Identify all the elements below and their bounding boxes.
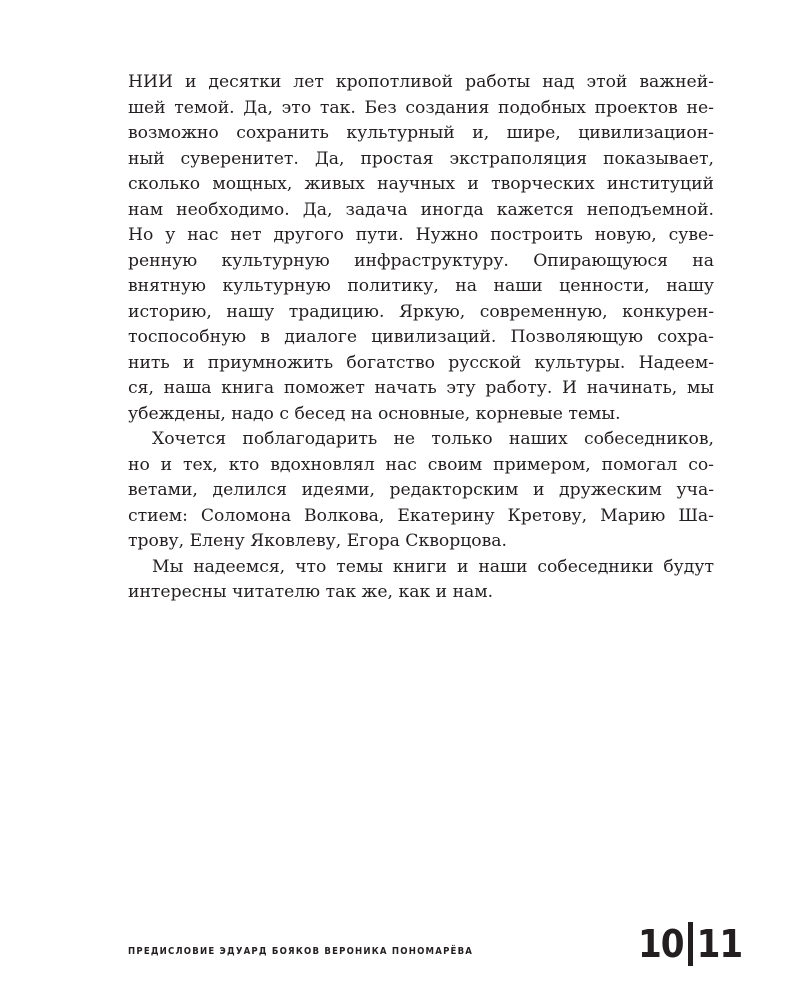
- text-line: трову, Елену Яковлеву, Егора Скворцова.: [128, 531, 508, 551]
- page-numbers: [638, 922, 742, 966]
- page-number-right: 11: [696, 922, 743, 966]
- text-line: нить и приумножить богатство русской культуры. Надеем-: [128, 352, 714, 373]
- text-line: сколько мощных, живых научных и творческих институций: [128, 174, 714, 194]
- text-line: Хочется поблагодарить не только наших собеседников,: [152, 429, 714, 449]
- text-line: нам необходимо. Да, задача иногда кажется неподъемной.: [128, 199, 714, 220]
- text-line: ся, наша книга поможет начать эту работу. И начинать, мы: [128, 378, 714, 398]
- text-line: Но у нас нет другого пути. Нужно построить новую, суве-: [128, 225, 714, 245]
- text-line: стием: Соломона Волкова, Екатерину Кретову, Марию Ша-: [128, 505, 714, 526]
- text-line: возможно сохранить культурный и, шире, цивилизацион-: [128, 123, 714, 143]
- page-divider: [688, 922, 693, 966]
- text-line: но и тех, кто вдохновлял нас своим примером, помогал со-: [128, 454, 714, 475]
- text-line: ренную культурную инфраструктуру. Опирающуюся на: [128, 250, 714, 271]
- text-line: ветами, делился идеями, редакторским и дружеским уча-: [128, 480, 714, 500]
- text-line: НИИ и десятки лет кропотливой работы над этой важней-: [128, 72, 714, 92]
- text-line: убеждены, надо с бесед на основные, корневые темы.: [128, 403, 621, 424]
- body-text: [128, 70, 714, 606]
- text-line: ный суверенитет. Да, простая экстраполяция показывает,: [128, 148, 714, 169]
- text-line: Мы надеемся, что темы книги и наши собеседники будут: [152, 556, 714, 577]
- text-line: интересны читателю так же, как и нам.: [128, 582, 494, 602]
- page-number-left: 10: [638, 922, 684, 966]
- text-line: шей темой. Да, это так. Без создания подобных проектов не-: [128, 97, 714, 118]
- running-footer: ПРЕДИСЛОВИЕ ЭДУАРД БОЯКОВ ВЕРОНИКА ПОНОМАРЁВА: [128, 946, 474, 957]
- text-line: внятную культурную политику, на наши ценности, нашу: [128, 276, 714, 296]
- text-line: историю, нашу традицию. Яркую, современную, конкурен-: [128, 301, 714, 322]
- text-line: тоспособную в диалоге цивилизаций. Позволяющую сохра-: [128, 327, 714, 347]
